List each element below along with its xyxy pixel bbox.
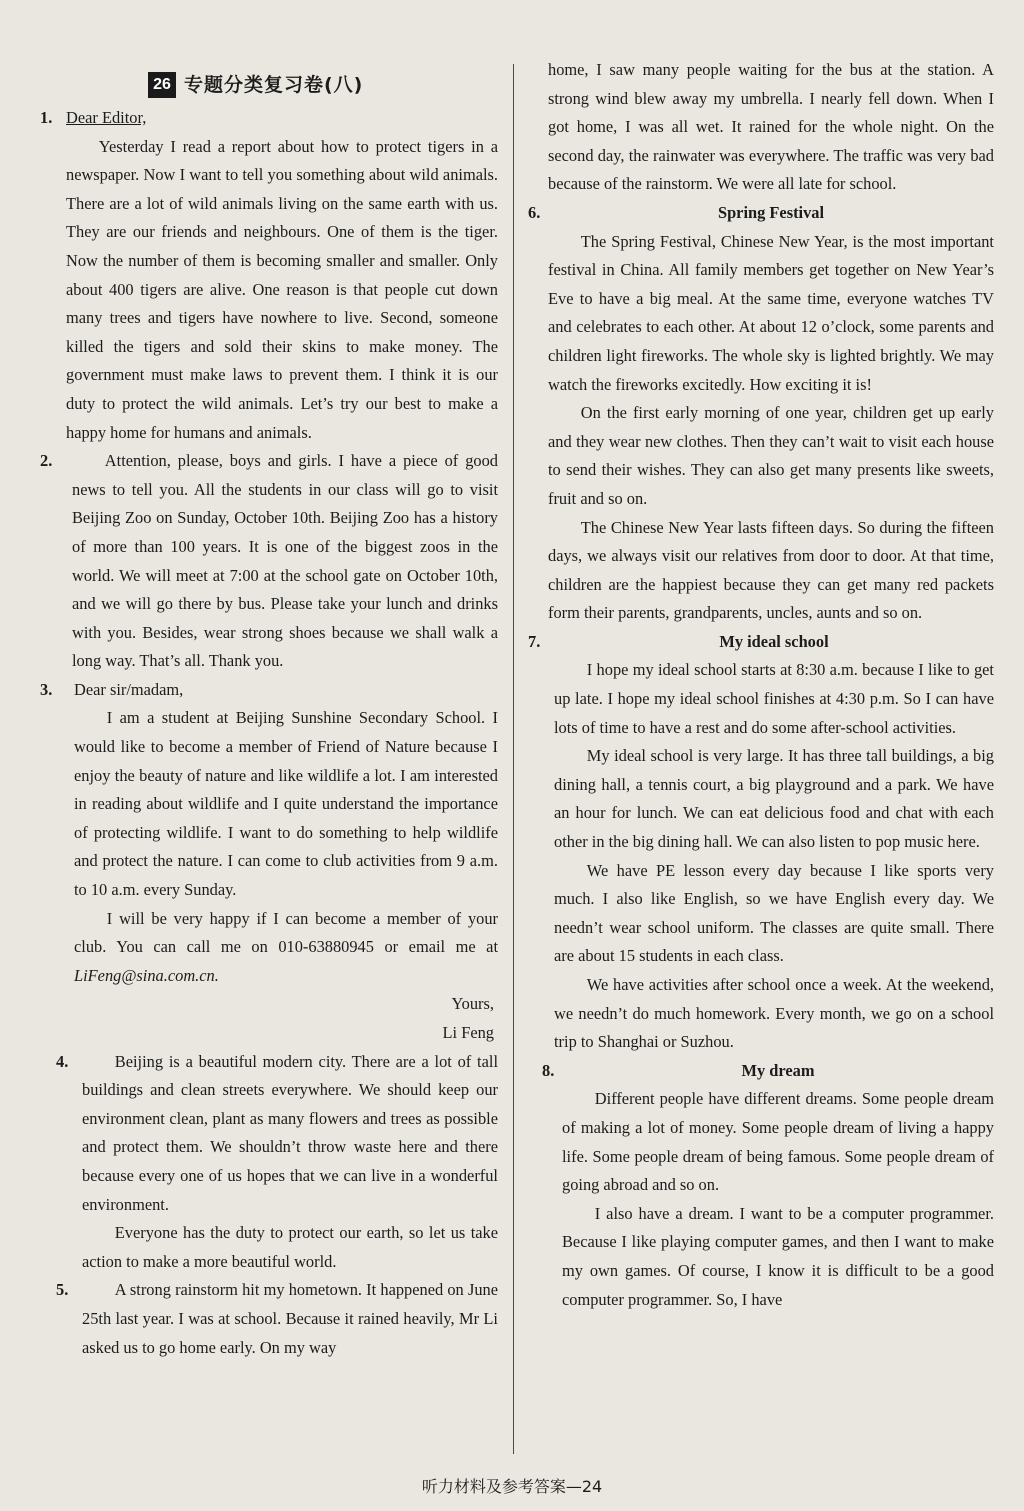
item-number: 8.	[542, 1060, 555, 1080]
paragraph: Different people have different dreams. Some people dream of making a lot of money. Some people dream of living a happy life. Some people dream of being famous. Some people dream of going abroad and so on.	[562, 1089, 994, 1195]
answer-item-6	[528, 199, 994, 628]
letter-signature: Li Feng	[442, 1023, 494, 1042]
page-footer: 听力材料及参考答案—24	[421, 1477, 603, 1496]
item-number: 4.	[56, 1051, 69, 1071]
paragraph: Beijing is a beautiful modern city. There are a lot of tall buildings and clean streets everywhere. We should keep our environment clean, plant as many flowers and trees as possible and protect them. We shouldn’t throw waste here and there because every one of us hopes that we can live in a wonderful environment.	[82, 1051, 498, 1214]
paragraph: We have activities after school once a week. At the weekend, we needn’t do much homework. Every month, we go on a school trip to Shanghai or Suzhou.	[554, 975, 994, 1052]
paragraph: Attention, please, boys and girls. I have a piece of good news to tell you. All the students in our class will go to visit Beijing Zoo on Sunday, October 10th. Beijing Zoo has a history of more than 100 years. It is one of the biggest zoos in the world. We will meet at 7:00 at the school gate on October 10th, and we will go there by bus. Please take your lunch and drinks with you. Besides, wear strong shoes because we shall walk a long way. That’s all. Thank you.	[72, 451, 498, 671]
paragraph: I hope my ideal school starts at 8:30 a.m. because I like to get up late. I hope my ideal school finishes at 4:30 p.m. So I can have lots of time to have a rest and do some after-school activities.	[554, 660, 994, 737]
item-number: 1.	[40, 108, 53, 127]
item-number: 2.	[40, 451, 53, 471]
letter-salutation: Dear sir/madam,	[74, 679, 184, 699]
essay-title: My ideal school	[719, 631, 829, 651]
item-number: 7.	[528, 631, 541, 651]
email-address: LiFeng@sina.com.cn.	[74, 965, 219, 985]
item-number: 3.	[40, 679, 53, 699]
item-number: 5.	[56, 1280, 69, 1300]
paragraph: My ideal school is very large. It has three tall buildings, a big dining hall, a tennis court, a big playground and a park. We have an hour for lunch. We can eat delicious food and chat with each other in the big dining hall. We can also listen to pop music here.	[554, 746, 994, 852]
answer-item-2	[40, 447, 498, 676]
paragraph: The Chinese New Year lasts fifteen days. So during the fifteen days, we always visit our relatives from door to door. At that time, children are the happiest because they can get many red packets form their parents, grandparents, uncles, aunts and so on.	[548, 517, 994, 623]
paragraph: We have PE lesson every day because I like sports very much. I also like English, so we have English every day. We needn’t wear school uniform. The classes are quite small. There are about 15 students in each class.	[554, 860, 994, 966]
unit-number-badge: 26	[148, 72, 176, 98]
paragraph-continued: home, I saw many people waiting for the bus at the station. A strong wind blew away my umbrella. I nearly fell down. When I got home, I was all wet. It rained for the whole night. On the second day, the rainwater was everywhere. The traffic was very bad because of the rainstorm. We were all late for school.	[548, 60, 994, 194]
essay-title: My dream	[741, 1060, 815, 1080]
paragraph: A strong rainstorm hit my hometown. It happened on June 25th last year. I was at school. Because it rained heavily, Mr Li asked us to go home early. On my way	[82, 1280, 498, 1357]
paragraph: Yesterday I read a report about how to protect tigers in a newspaper. Now I want to tell you something about wild animals. There are a lot of wild animals living on the same earth with us. They are our friends and neighbours. One of them is the tiger. Now the number of them is becoming smaller and smaller. Only about 400 tigers are alive. One reason is that people cut down many trees and tigers have nowhere to live. Second, someone killed the tigers and sold their skins to make money. The government must make laws to prevent them. I think it is our duty to protect the wild animals. Let’s try our best to make a happy home for humans and animals.	[66, 136, 498, 442]
answer-item-8	[528, 1057, 994, 1314]
essay-title: Spring Festival	[717, 202, 825, 222]
paragraph: Everyone has the duty to protect our earth, so let us take action to make a more beautiful world.	[82, 1223, 498, 1271]
answer-item-4	[40, 1048, 498, 1277]
paragraph-text: I will be very happy if I can become a member of your club. You can call me on 010-63880945 or email me at	[74, 908, 498, 957]
answer-item-7	[528, 628, 994, 1057]
paragraph	[74, 905, 498, 991]
left-column	[40, 60, 498, 1362]
section-title: 专题分类复习卷(八)	[184, 73, 364, 96]
answer-item-1	[40, 104, 498, 447]
letter-salutation: Dear Editor,	[66, 108, 147, 127]
paragraph: I also have a dream. I want to be a computer programmer. Because I like playing computer games, and then I want to make my own games. Of course, I know it is difficult to be a good computer programmer. So, I have	[562, 1203, 994, 1309]
right-column	[528, 56, 994, 1314]
paragraph: On the first early morning of one year, children get up early and they wear new clothes. Then they can’t wait to visit each house to send their wishes. They can also get many presents like sweets, fruit and so on.	[548, 403, 994, 508]
item-number: 6.	[528, 202, 541, 222]
answer-item-5	[40, 1276, 498, 1362]
paragraph: I am a student at Beijing Sunshine Secondary School. I would like to become a member of Friend of Nature because I enjoy the beauty of nature and like wildlife a lot. I am interested in reading about wildlife and I quite understand the importance of protecting wildlife. I want to do something to help wildlife and protect the nature. I can come to club activities from 9 a.m. to 10 a.m. every Sunday.	[74, 708, 498, 900]
paragraph: The Spring Festival, Chinese New Year, is the most important festival in China. All family members get together on New Year’s Eve to have a big meal. At the same time, everyone watches TV and celebrates to each other. At about 12 o’clock, some parents and children light fireworks. The whole sky is lighted brightly. We may watch the fireworks excitedly. How exciting it is!	[548, 231, 994, 394]
column-divider	[513, 64, 514, 1454]
letter-closing: Yours,	[451, 994, 494, 1014]
answer-item-3	[40, 676, 498, 1048]
section-header	[148, 68, 498, 102]
